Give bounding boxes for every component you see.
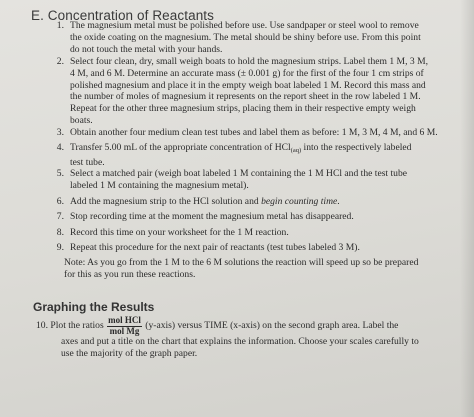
step-line: do not touch the metal with your hands. xyxy=(70,43,223,55)
step-line: Repeat for the other three magnesium strips, placing them in their respective empty weigh xyxy=(70,103,416,115)
step-line: labeled 1 M containing the magnesium metal). xyxy=(70,179,249,191)
step-line: boats. xyxy=(70,114,93,126)
step-line: test tube. xyxy=(70,156,105,168)
section-heading: E. Concentration of Reactants xyxy=(31,8,215,23)
step-number: 1. xyxy=(56,20,64,31)
step-number: 6. xyxy=(56,196,64,207)
note-line: for this as you run these reactions. xyxy=(64,268,196,280)
step-line: The magnesium metal must be polished before use. Use sandpaper or steel wool to remove xyxy=(70,20,419,31)
step-line: the number of moles of magnesium it represents on the report sheet in the row labeled 1 M. xyxy=(70,91,421,103)
step-number: 7. xyxy=(56,211,64,222)
step-line: Obtain another four medium clean test tubes and label them as before: 1 M, 3 M, 4 M, and 6 M. xyxy=(70,127,438,138)
step-line xyxy=(70,142,450,157)
emphasis-text: begin counting time xyxy=(261,196,338,207)
step-text: Plot the ratios xyxy=(50,320,104,332)
subscript-aq: (aq) xyxy=(290,147,302,154)
note-paragraph xyxy=(64,257,439,281)
step-line: use the majority of the graph paper. xyxy=(61,347,198,359)
step-10 xyxy=(36,316,446,360)
step-number: 2. xyxy=(56,56,64,67)
step-text: Add the magnesium strip to the HCl solution and xyxy=(70,196,262,207)
step-number: 4. xyxy=(56,142,64,153)
step-number: 8. xyxy=(56,227,64,238)
ratio-fraction xyxy=(107,316,142,336)
graphing-heading: Graphing the Results xyxy=(33,300,155,314)
page-edge-shadow xyxy=(460,0,474,417)
note-line: Note: As you go from the 1 M to the 6 M solutions the reaction will speed up so be prepared xyxy=(64,257,419,268)
step-number: 10. xyxy=(36,320,48,332)
fraction-denominator: mol Mg xyxy=(109,325,140,336)
step-line: Select four clean, dry, small weigh boats to hold the magnesium strips. Label them 1 M, 3 M, xyxy=(70,56,429,67)
step-number: 3. xyxy=(56,127,64,138)
step-line: the oxide coating on the magnesium. The metal should be shiny before use. From this point xyxy=(70,31,421,43)
step-text: into the respectively labeled xyxy=(301,142,412,153)
step-line: polished magnesium and place it in the empty weigh boat labeled 1 M. Record this mass and xyxy=(70,79,426,91)
step-line: 4 M, and 6 M. Determine an accurate mass (± 0.001 g) for the first of the four 1 cm strips of xyxy=(70,67,424,79)
step-line xyxy=(70,196,450,208)
step-line xyxy=(36,316,446,336)
step-text: Transfer 5.00 mL of the appropriate concentration of HCl xyxy=(70,142,291,153)
step-number: 9. xyxy=(56,242,64,253)
fraction-numerator: mol HCl xyxy=(108,315,141,325)
step-number: 5. xyxy=(56,168,64,179)
step-text: . xyxy=(337,196,340,207)
step-line: Stop recording time at the moment the magnesium metal has disappeared. xyxy=(70,211,354,222)
step-line: Repeat this procedure for the next pair of reactants (test tubes labeled 3 M). xyxy=(70,242,360,253)
step-line: Record this time on your worksheet for the 1 M reaction. xyxy=(70,227,289,238)
step-text: (y-axis) versus TIME (x-axis) on the second graph area. Label the xyxy=(142,320,399,332)
step-line: Select a matched pair (weigh boat labeled 1 M containing the 1 M HCl and the test tube xyxy=(70,168,408,179)
step-line: axes and put a title on the chart that explains the information. Choose your scales carefully to xyxy=(61,336,419,347)
